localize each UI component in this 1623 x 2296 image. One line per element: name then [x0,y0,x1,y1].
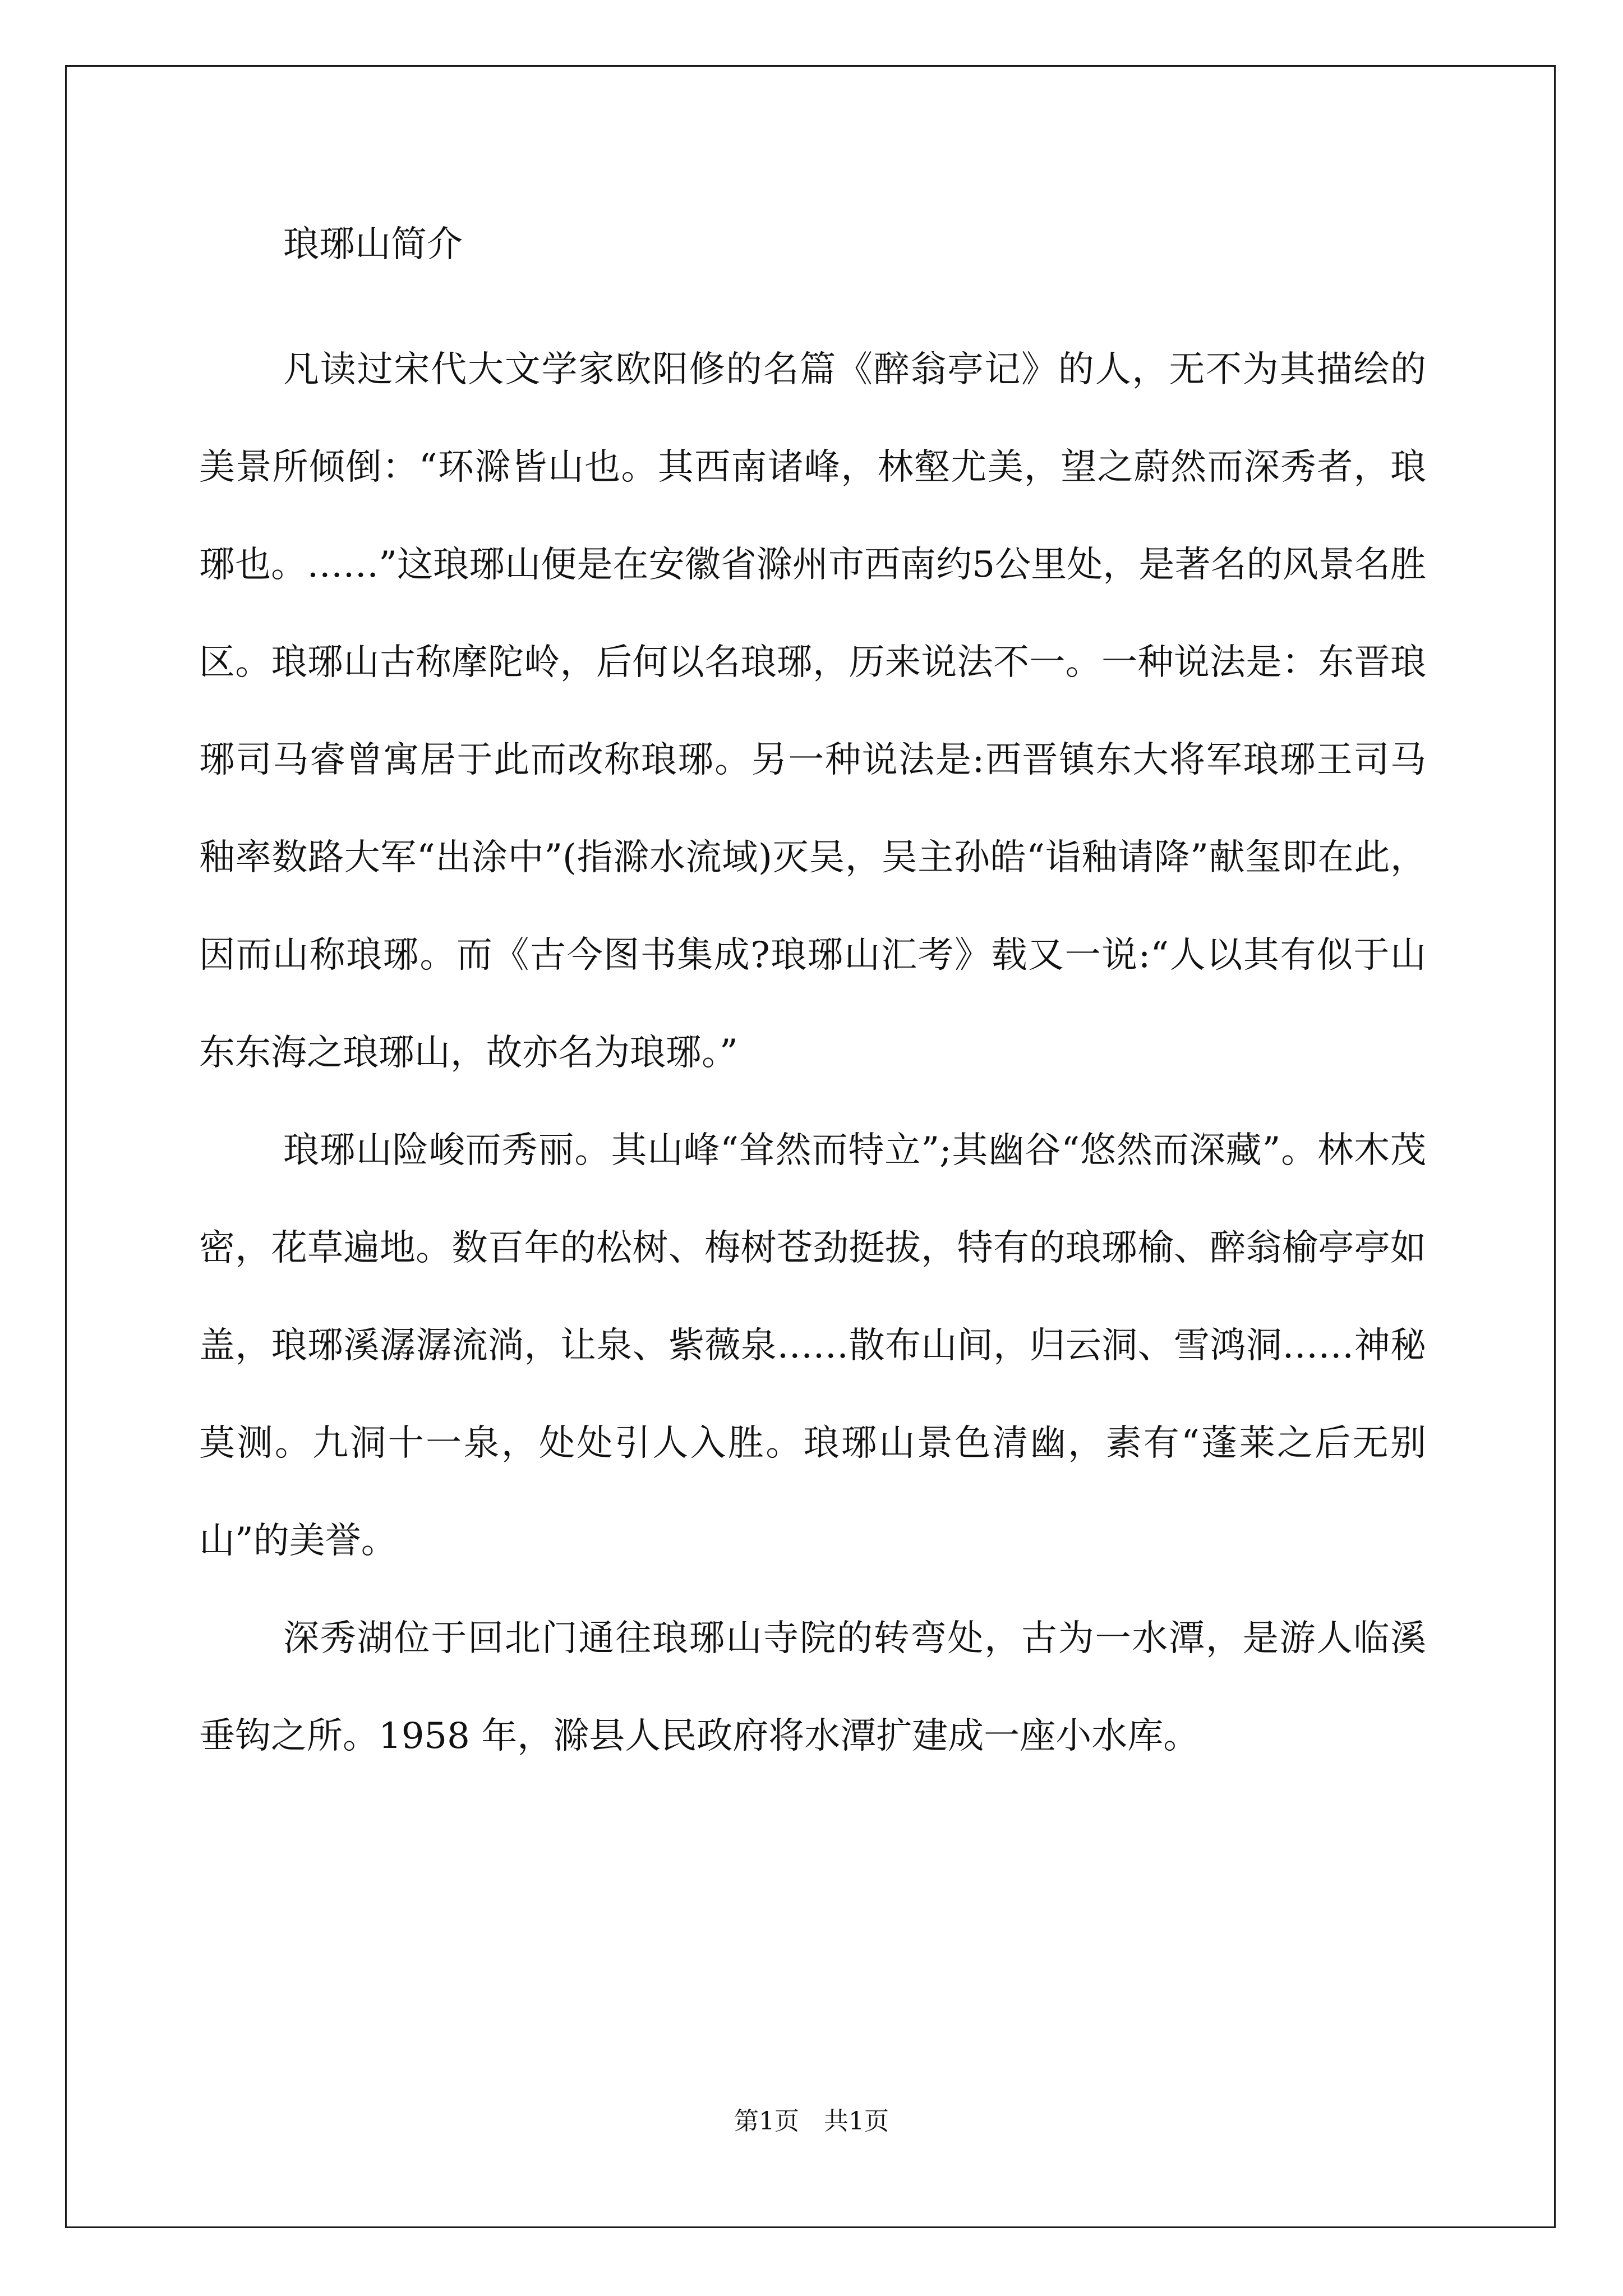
document-title: 琅琊山简介 [283,224,463,265]
page-number: 第1页 共1页 [734,2107,889,2136]
page-footer [0,2105,1623,2138]
paragraph-shenxiu-lake: 深秀湖位于回北门通往琅琊山寺院的转弯处，古为一水潭，是游人临溪垂钩之所。1958 年，滁县人民政府将水潭扩建成一座小水库。 [199,1618,1426,1757]
document-body [199,219,1426,1785]
paragraph-scenery: 琅琊山险峻而秀丽。其山峰“耸然而特立”;其幽谷“悠然而深藏”。林木茂密，花草遍地。数百年的松树、梅树苍劲挺拔，特有的琅琊榆、醉翁榆亭亭如盖，琅琊溪潺潺流淌，让泉、紫薇泉……散布山间，归云洞、雪鸿洞……神秘莫测。九洞十一泉，处处引人入胜。琅琊山景色清幽，素有“蓬莱之后无别山”的美誉。 [199,1130,1426,1562]
paragraph-intro: 凡读过宋代大文学家欧阳修的名篇《醉翁亭记》的人，无不为其描绘的美景所倾倒：“环滁皆山也。其西南诸峰，林壑尤美，望之蔚然而深秀者，琅琊也。……”这琅琊山便是在安徽省滁州市西南约5公里处，是著名的风景名胜区。琅琊山古称摩陀岭，后何以名琅琊，历来说法不一。一种说法是：东晋琅琊司马睿曾寓居于此而改称琅琊。另一种说法是:西晋镇东大将军琅琊王司马釉率数路大军“出涂中”(指滁水流域)灭吴，吴主孙皓“诣釉请降”献玺即在此，因而山称琅琊。而《古今图书集成?琅琊山汇考》载又一说:“人以其有似于山东东海之琅琊山，故亦名为琅琊。” [199,349,1426,1074]
